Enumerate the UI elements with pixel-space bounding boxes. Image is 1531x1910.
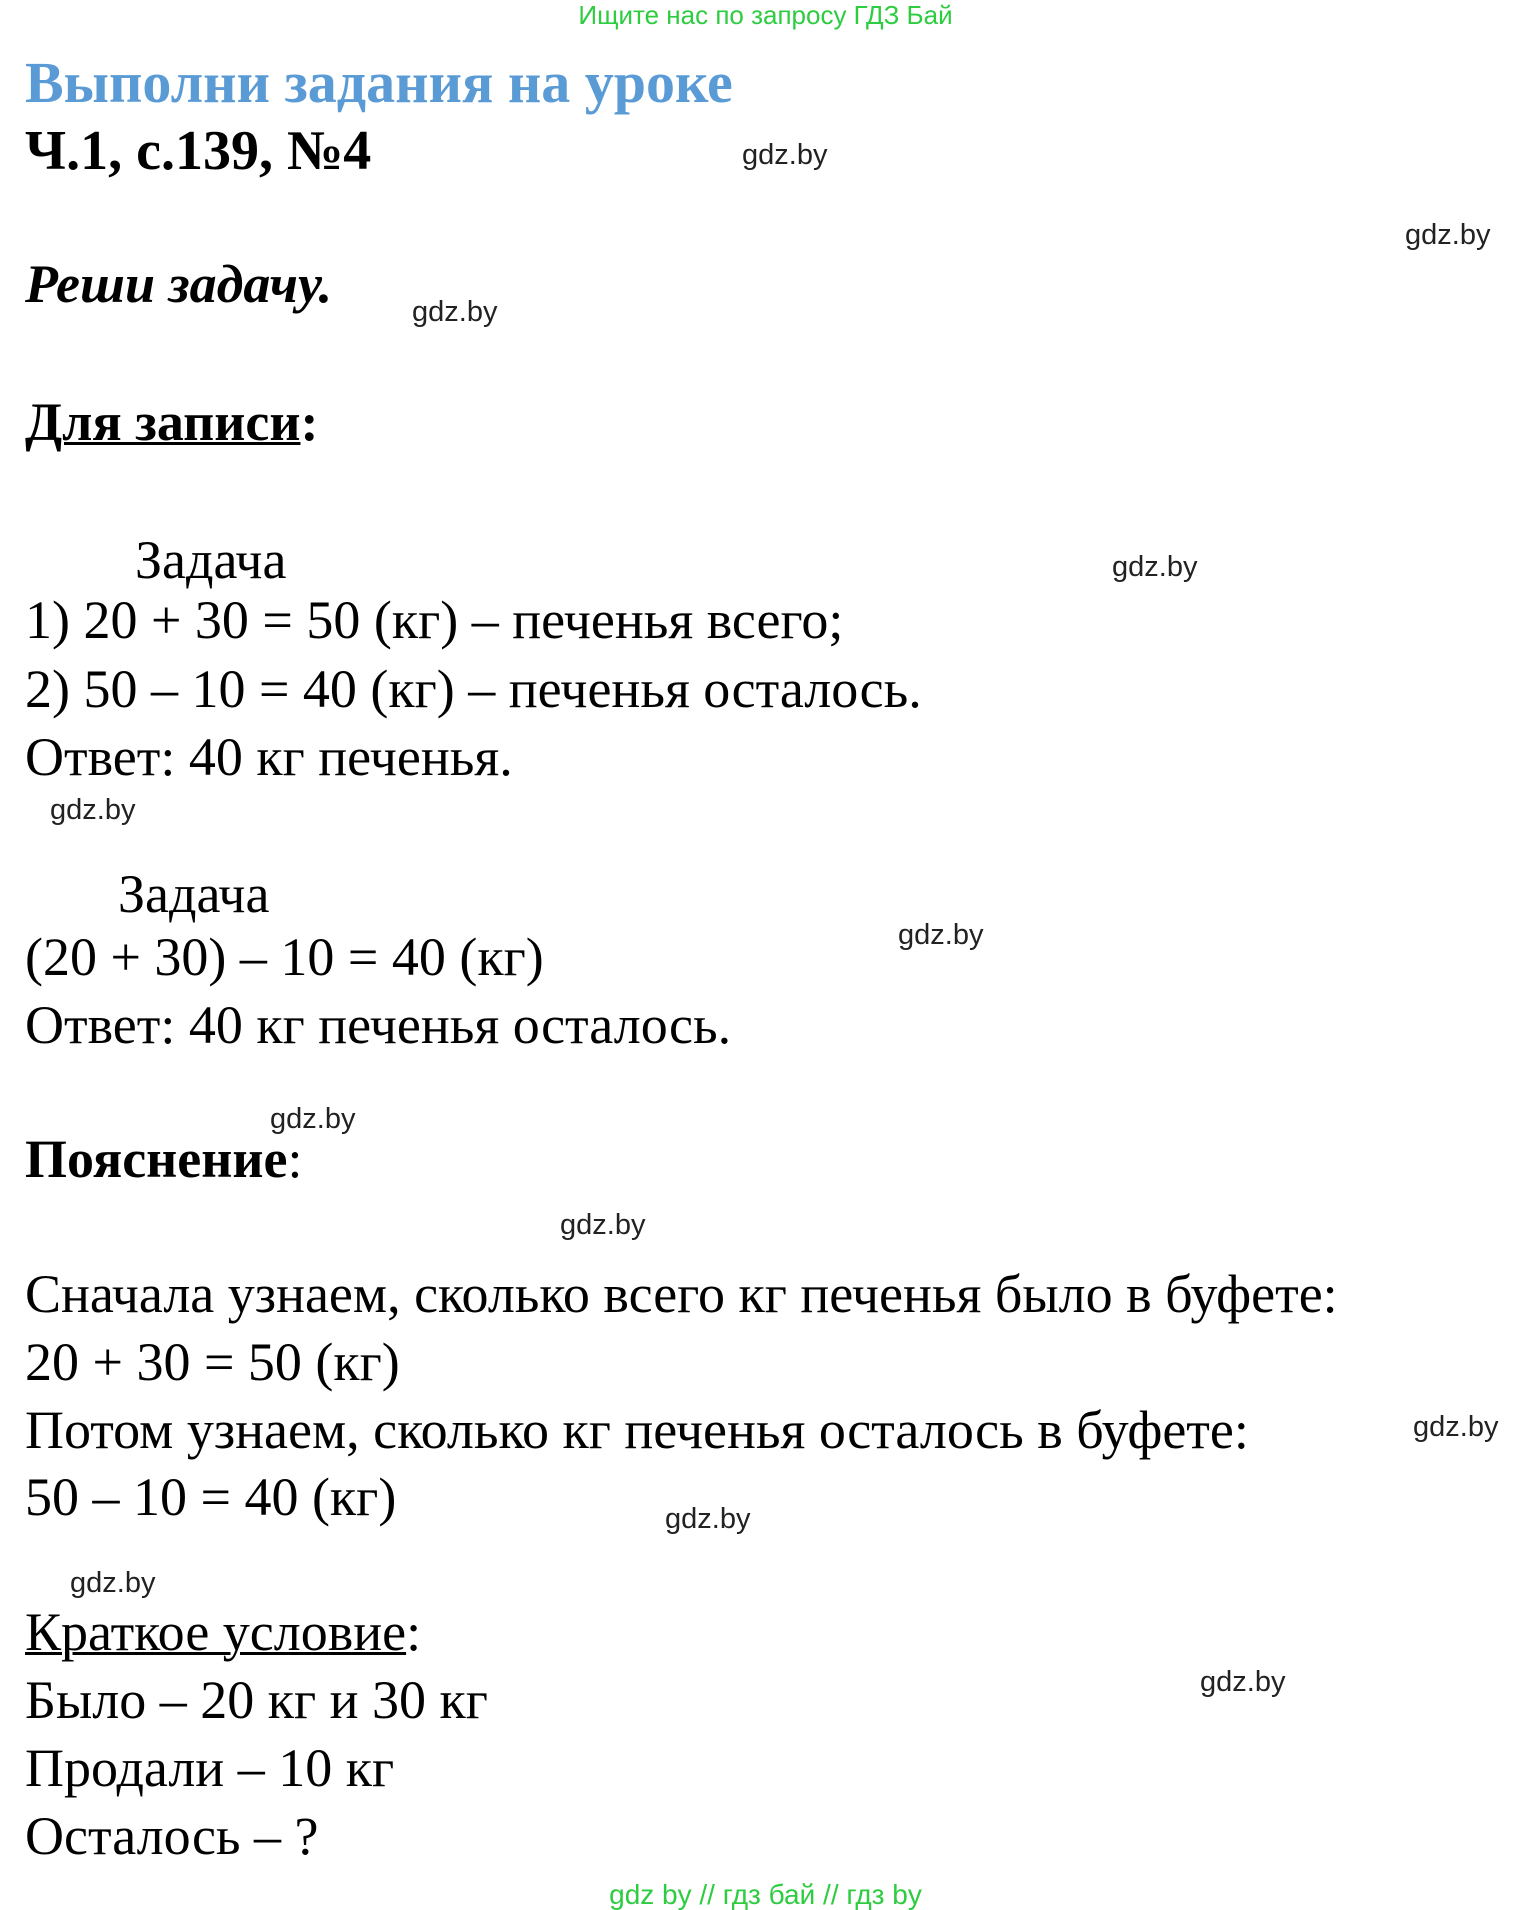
short-condition-line-2: Продали – 10 кг	[25, 1738, 395, 1798]
watermark: gdz.by	[1413, 1411, 1499, 1443]
watermark: gdz.by	[412, 296, 498, 328]
explanation-line-1: Сначала узнаем, сколько всего кг печенья было в буфете:	[25, 1264, 1338, 1324]
solution1-answer: Ответ: 40 кг печенья.	[25, 727, 513, 787]
explanation-heading-colon: :	[287, 1129, 303, 1189]
task-reference: Ч.1, с.139, №4	[25, 120, 372, 182]
solution2-title: Задача	[118, 864, 270, 924]
watermark: gdz.by	[1405, 219, 1491, 251]
instruction: Реши задачу.	[25, 254, 333, 314]
solution1-line-2: 2) 50 – 10 = 40 (кг) – печенья осталось.	[25, 659, 922, 719]
record-heading-label: Для записи	[25, 392, 301, 452]
short-condition-heading	[25, 1600, 421, 1664]
explanation-line-4: 50 – 10 = 40 (кг)	[25, 1467, 397, 1527]
solution1-title: Задача	[135, 530, 287, 590]
explanation-heading	[25, 1127, 302, 1191]
watermark: gdz.by	[742, 139, 828, 171]
solution2-answer: Ответ: 40 кг печенья осталось.	[25, 995, 732, 1055]
record-heading-colon: :	[300, 392, 319, 452]
watermark: gdz.by	[70, 1567, 156, 1599]
watermark: gdz.by	[1200, 1666, 1286, 1698]
watermark: gdz.by	[1112, 551, 1198, 583]
record-heading	[25, 390, 318, 454]
explanation-line-2: 20 + 30 = 50 (кг)	[25, 1332, 400, 1392]
watermark: gdz.by	[50, 794, 136, 826]
solution1-line-1: 1) 20 + 30 = 50 (кг) – печенья всего;	[25, 590, 844, 650]
short-condition-heading-label: Краткое условие	[25, 1602, 407, 1662]
short-condition-heading-colon: :	[406, 1602, 422, 1662]
solution2-expression: (20 + 30) – 10 = 40 (кг)	[25, 927, 544, 987]
section-title: Выполни задания на уроке	[25, 50, 733, 115]
explanation-heading-label: Пояснение	[25, 1129, 288, 1189]
watermark: gdz.by	[665, 1503, 751, 1535]
top-banner: Ищите нас по запросу ГДЗ Бай	[578, 0, 953, 30]
short-condition-line-1: Было – 20 кг и 30 кг	[25, 1670, 488, 1730]
explanation-line-3: Потом узнаем, сколько кг печенья осталось в буфете:	[25, 1400, 1249, 1460]
watermark: gdz.by	[270, 1103, 356, 1135]
short-condition-line-3: Осталось – ?	[25, 1806, 319, 1866]
footer-links: gdz by // гдз бай // гдз by	[609, 1879, 922, 1910]
watermark: gdz.by	[560, 1209, 646, 1241]
watermark: gdz.by	[898, 919, 984, 951]
